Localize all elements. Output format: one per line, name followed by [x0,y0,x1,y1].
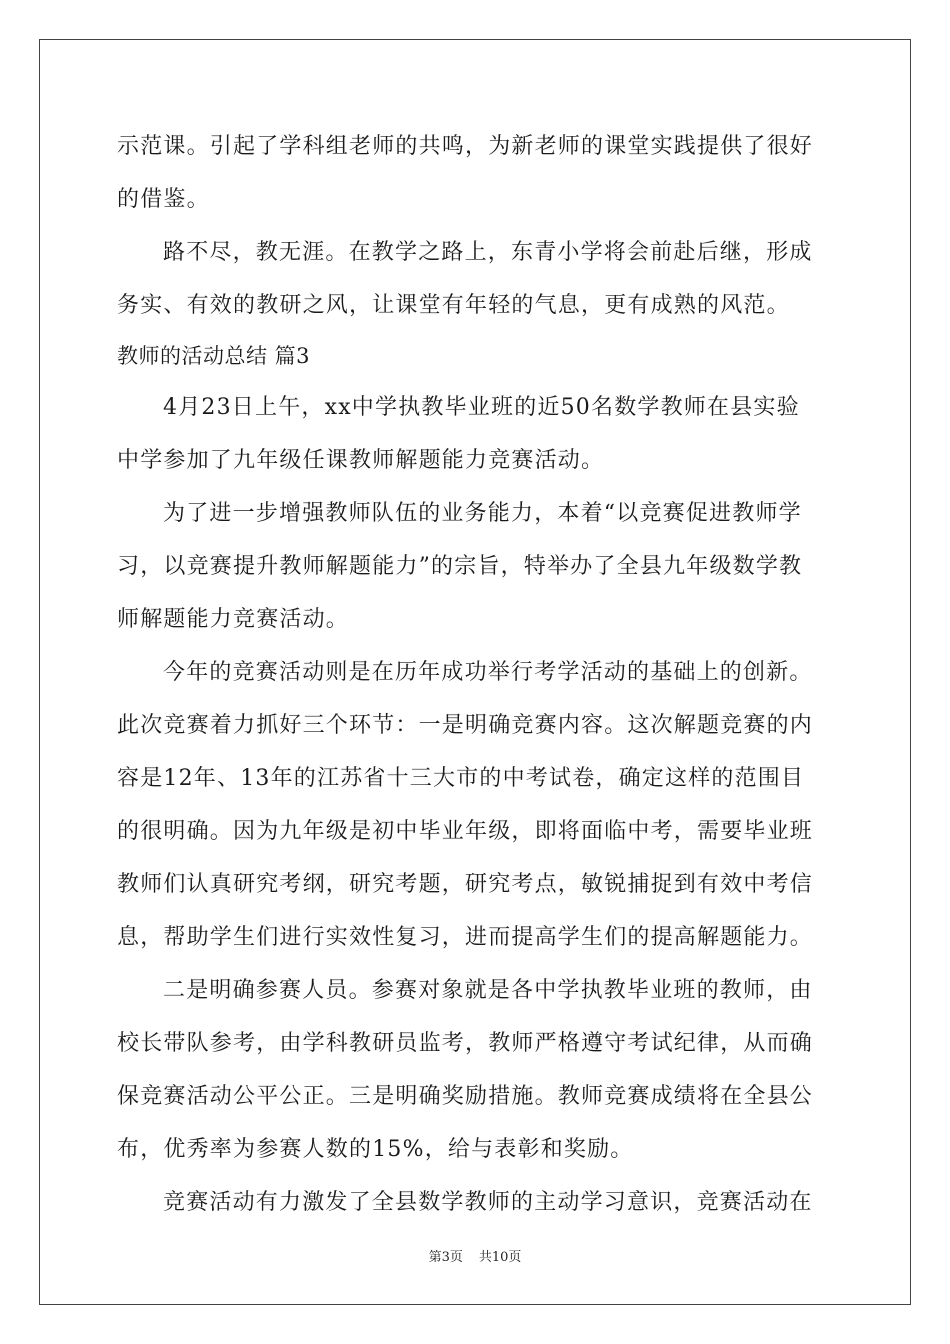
text-line: 息，帮助学生们进行实效性复习，进而提高学生们的提高解题能力。 [117,925,814,950]
text-line: 今年的竞赛活动则是在历年成功举行考学活动的基础上的创新。 [163,660,813,685]
text-line: 务实、有效的教研之风，让课堂有年轻的气息，更有成熟的风范。 [117,293,790,318]
text-line: 教师们认真研究考纲，研究考题，研究考点，敏锐捕捉到有效中考信 [117,872,814,897]
page-footer [0,1246,950,1265]
text-line: 的很明确。因为九年级是初中毕业年级，即将面临中考，需要毕业班 [117,819,814,844]
section-heading: 教师的活动总结 篇3 [117,344,311,368]
document-body [117,120,837,1229]
text-line: 二是明确参赛人员。参赛对象就是各中学执教毕业班的教师，由 [163,978,813,1003]
text-line: 保竞赛活动公平公正。三是明确奖励措施。教师竞赛成绩将在全县公 [117,1084,814,1109]
text-line: 4月23日上午，xx中学执教毕业班的近50名数学教师在县实验 [163,395,800,420]
text-line: 容是12年、13年的江苏省十三大市的中考试卷，确定这样的范围目 [117,766,805,791]
text-line: 师解题能力竞赛活动。 [117,607,350,632]
text-line: 示范课。引起了学科组老师的共鸣，为新老师的课堂实践提供了很好 [117,134,814,159]
text-line: 此次竞赛着力抓好三个环节：一是明确竞赛内容。这次解题竞赛的内 [117,713,814,738]
text-line: 中学参加了九年级任课教师解题能力竞赛活动。 [117,448,605,473]
text-line: 习，以竞赛提升教师解题能力”的宗旨，特举办了全县九年级数学教 [117,554,803,579]
text-line: 布，优秀率为参赛人数的15%，给与表彰和奖励。 [117,1137,634,1162]
text-line: 的借鉴。 [117,187,210,212]
text-line: 校长带队参考，由学科教研员监考，教师严格遵守考试纪律，从而确 [117,1031,814,1056]
text-line: 竞赛活动有力激发了全县数学教师的主动学习意识，竞赛活动在 [163,1190,813,1215]
page-number: 第3页 [428,1250,463,1265]
page-total: 共10页 [478,1250,522,1265]
text-line: 为了进一步增强教师队伍的业务能力，本着“以竞赛促进教师学 [163,501,802,526]
text-line: 路不尽，教无涯。在教学之路上，东青小学将会前赴后继，形成 [163,240,813,265]
